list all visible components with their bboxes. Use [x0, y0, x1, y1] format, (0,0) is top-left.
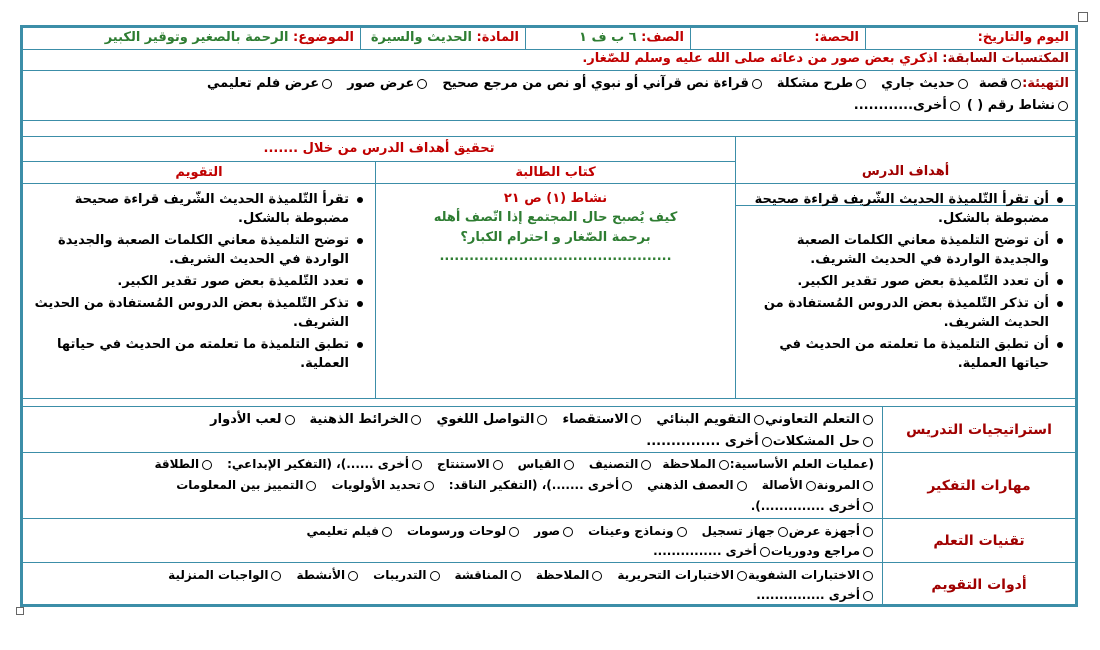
radio-circle-icon[interactable] [563, 527, 573, 537]
assessment-label: أدوات التقويم [931, 577, 1027, 593]
tech-option[interactable]: فيلم تعليمي [306, 524, 393, 538]
assessment-option[interactable]: المناقشة [455, 568, 522, 582]
tech-option[interactable]: أجهزة عرض [789, 524, 874, 538]
radio-circle-icon[interactable] [202, 460, 212, 470]
period-cell [690, 28, 865, 49]
tech-row [23, 519, 1075, 563]
radio-circle-icon[interactable] [1058, 101, 1068, 111]
class-value: ٦ ب ف ١ [579, 30, 637, 45]
radio-circle-icon[interactable] [417, 79, 427, 89]
intro-option[interactable]: حديث جاري [881, 76, 969, 91]
radio-circle-icon[interactable] [677, 527, 687, 537]
tech-option[interactable]: صور [534, 524, 574, 538]
table-resize-handle[interactable] [16, 607, 24, 615]
achieve-header: تحقيق أهداف الدرس من خلال ....... [263, 141, 495, 156]
evaluation-list [29, 190, 367, 373]
evaluation-item: توضح التلميذة معاني الكلمات الصعبة والجديدة الواردة في الحديث الشريف. [29, 231, 349, 269]
topic-value: الرحمة بالصغير وتوقير الكبير [104, 30, 289, 45]
thinking-option[interactable]: أخرى ..............). [751, 499, 874, 513]
columns-header-row [23, 161, 1075, 184]
period-label: الحصة: [814, 30, 859, 45]
evaluation-item: تذكر التّلميذة بعض الدروس المُستفادة من الحديث الشريف. [29, 294, 349, 332]
subject-label: المادة: [476, 30, 519, 45]
assessment-option[interactable]: الأنشطة [296, 568, 359, 582]
evaluation-header-cell [23, 161, 375, 183]
book-header-cell [375, 161, 735, 183]
radio-circle-icon[interactable] [806, 481, 816, 491]
radio-circle-icon[interactable] [641, 460, 651, 470]
spacer-row-2 [23, 399, 1075, 407]
radio-circle-icon[interactable] [424, 481, 434, 491]
assessment-option[interactable]: الواجبات المنزلية [168, 568, 282, 582]
book-header: كتاب الطالبة [515, 165, 596, 180]
assessment-option[interactable]: أخرى ............... [756, 588, 874, 602]
thinking-option[interactable]: المرونة [817, 478, 874, 492]
radio-circle-icon[interactable] [754, 415, 764, 425]
radio-circle-icon[interactable] [760, 547, 770, 557]
radio-circle-icon[interactable] [863, 481, 873, 491]
evaluation-item: تعدد التّلميذة بعض صور تقدير الكبير. [29, 272, 349, 291]
radio-circle-icon[interactable] [752, 79, 762, 89]
evaluation-cell [23, 184, 375, 398]
intro-option[interactable]: قراءة نص قرآني أو نبوي أو نص من مرجع صحيح [442, 76, 763, 91]
strategy-option[interactable]: التعلم التعاوني [765, 412, 874, 427]
tech-option[interactable]: مراجع ودوريات [771, 544, 874, 558]
radio-circle-icon[interactable] [631, 415, 641, 425]
tech-option[interactable]: أخرى ............... [653, 544, 771, 558]
objective-item: أن تعدد التّلميذة بعض صور تقدير الكبير. [742, 272, 1049, 291]
radio-circle-icon[interactable] [863, 591, 873, 601]
intro-option[interactable]: أخرى............ [854, 98, 961, 113]
thinking-option[interactable]: القياس [518, 457, 575, 471]
class-cell [525, 28, 690, 49]
intro-option[interactable]: طرح مشكلة [777, 76, 867, 91]
subject-value: الحديث والسيرة [370, 30, 472, 45]
header-row [23, 28, 1075, 50]
tech-option[interactable]: ونماذج وعينات [588, 524, 688, 538]
radio-circle-icon[interactable] [511, 571, 521, 581]
radio-circle-icon[interactable] [322, 79, 332, 89]
strategy-option[interactable]: الخرائط الذهنية [310, 412, 423, 427]
intro-label: التهيئة: [1022, 76, 1069, 91]
radio-circle-icon[interactable] [863, 502, 873, 512]
achieve-header-cell [23, 137, 735, 162]
radio-circle-icon[interactable] [564, 460, 574, 470]
prior-text: اذكري بعض صور من دعائه صلى الله عليه وسلم للصّغار. [582, 51, 938, 66]
evaluation-header: التقويم [175, 165, 223, 180]
tech-label: تقنيات التعلم [933, 532, 1025, 549]
radio-circle-icon[interactable] [863, 571, 873, 581]
prior-knowledge-row [23, 50, 1075, 71]
radio-circle-icon[interactable] [863, 415, 873, 425]
thinking-option[interactable]: الطلاقة [155, 457, 214, 471]
class-label: الصف: [641, 30, 684, 45]
radio-circle-icon[interactable] [271, 571, 281, 581]
book-cell [375, 184, 735, 398]
thinking-option[interactable]: التصنيف [589, 457, 652, 471]
strategy-option[interactable]: حل المشكلات [773, 434, 874, 449]
lesson-plan-table [20, 25, 1078, 607]
radio-circle-icon[interactable] [382, 527, 392, 537]
radio-circle-icon[interactable] [509, 527, 519, 537]
thinking-option[interactable]: تحديد الأولويات [331, 478, 434, 492]
assessment-option[interactable]: الاختبارات الشفوية [748, 568, 874, 582]
radio-circle-icon[interactable] [958, 79, 968, 89]
radio-circle-icon[interactable] [493, 460, 503, 470]
evaluation-item: تقرأ التّلميذة الحديث الشّريف قراءة صحيحة مضبوطة بالشكل. [29, 190, 349, 228]
radio-circle-icon[interactable] [430, 571, 440, 581]
radio-circle-icon[interactable] [778, 527, 788, 537]
radio-circle-icon[interactable] [863, 527, 873, 537]
tech-option[interactable]: لوحات ورسومات [407, 524, 520, 538]
subject-cell [360, 28, 525, 49]
thinking-option[interactable]: أخرى ......)، (التفكير الإبداعي: [227, 457, 423, 471]
assessment-option[interactable]: التدريبات [373, 568, 440, 582]
radio-circle-icon[interactable] [412, 460, 422, 470]
table-move-handle[interactable] [1078, 12, 1088, 22]
radio-circle-icon[interactable] [622, 481, 632, 491]
assessment-option[interactable]: الاختبارات التحريرية [617, 568, 748, 582]
strategy-option[interactable]: التواصل اللغوي [436, 412, 548, 427]
thinking-option[interactable]: الأصالة [762, 478, 817, 492]
radio-circle-icon[interactable] [737, 481, 747, 491]
day-label: اليوم والتاريخ: [977, 30, 1069, 45]
radio-circle-icon[interactable] [863, 547, 873, 557]
assessment-options [23, 563, 883, 607]
radio-circle-icon[interactable] [285, 415, 295, 425]
strategies-label: استراتيجيات التدريس [906, 421, 1052, 438]
topic-cell [23, 28, 360, 49]
objective-item: أن تطبق التلميذة ما تعلمته من الحديث في حياتها العملية. [742, 335, 1049, 373]
objectives-cell [735, 184, 1075, 398]
thinking-row [23, 453, 1075, 519]
tech-option[interactable]: جهاز تسجيل [702, 524, 789, 538]
strategy-option[interactable]: التقويم البنائي [656, 412, 765, 427]
thinking-option[interactable]: التمييز بين المعلومات [176, 478, 317, 492]
thinking-label: مهارات التفكير [927, 477, 1031, 494]
objectives-header: أهداف الدرس [861, 163, 950, 179]
radio-circle-icon[interactable] [762, 437, 772, 447]
radio-circle-icon[interactable] [737, 571, 747, 581]
strategies-row [23, 407, 1075, 453]
radio-circle-icon[interactable] [348, 571, 358, 581]
topic-label: الموضوع: [293, 30, 354, 45]
book-question: كيف يُصبح حال المجتمع إذا اتّصف أهله برحمة الصّغار و احترام الكبار؟ [433, 210, 678, 245]
book-dots: ............................................... [439, 249, 672, 264]
radio-circle-icon[interactable] [537, 415, 547, 425]
thinking-option[interactable]: الملاحظة [662, 457, 729, 471]
radio-circle-icon[interactable] [1011, 79, 1021, 89]
thinking-option[interactable]: أخرى .......)، (التفكير الناقد: [449, 478, 633, 492]
intro-option[interactable]: عرض فلم تعليمي [207, 76, 333, 91]
strategy-option[interactable]: أخرى ............... [646, 434, 772, 449]
objectives-list [742, 190, 1067, 373]
book-activity: نشاط (١) ص ٢١ [503, 191, 608, 206]
intro-option[interactable]: عرض صور [347, 76, 428, 91]
thinking-option[interactable]: العصف الذهني [647, 478, 748, 492]
strategy-option[interactable]: لعب الأدوار [210, 412, 295, 427]
radio-circle-icon[interactable] [863, 437, 873, 447]
strategies-options [23, 407, 883, 452]
objective-item: أن تقرأ التّلميذة الحديث الشّريف قراءة صحيحة مضبوطة بالشكل. [742, 190, 1049, 228]
objective-item: أن تذكر التّلميذة بعض الدروس المُستفادة من الحديث الشريف. [742, 294, 1049, 332]
assessment-option[interactable]: الملاحظة [536, 568, 603, 582]
thinking-options [23, 453, 883, 518]
radio-circle-icon[interactable] [719, 460, 729, 470]
intro-row [23, 71, 1075, 121]
intro-option[interactable]: قصة [979, 76, 1022, 91]
evaluation-item: تطبق التلميذة ما تعلمته من الحديث في حياتها العملية. [29, 335, 349, 373]
content-row [23, 184, 1075, 399]
spacer-row [23, 121, 1075, 137]
assessment-row [23, 563, 1075, 607]
objective-item: أن توضح التلميذة معاني الكلمات الصعبة والجديدة الواردة في الحديث الشريف. [742, 231, 1049, 269]
prior-label: المكتسبات السابقة: [942, 51, 1069, 66]
tech-options [23, 519, 883, 562]
radio-circle-icon[interactable] [950, 101, 960, 111]
intro-option[interactable]: نشاط رقم ( ) [967, 98, 1069, 113]
strategy-option[interactable]: الاستقصاء [562, 412, 642, 427]
radio-circle-icon[interactable] [856, 79, 866, 89]
science-processes-label: (عمليات العلم الأساسية: [729, 457, 874, 471]
radio-circle-icon[interactable] [592, 571, 602, 581]
radio-circle-icon[interactable] [306, 481, 316, 491]
day-cell [865, 28, 1075, 49]
thinking-option[interactable]: الاستنتاج [437, 457, 504, 471]
radio-circle-icon[interactable] [411, 415, 421, 425]
